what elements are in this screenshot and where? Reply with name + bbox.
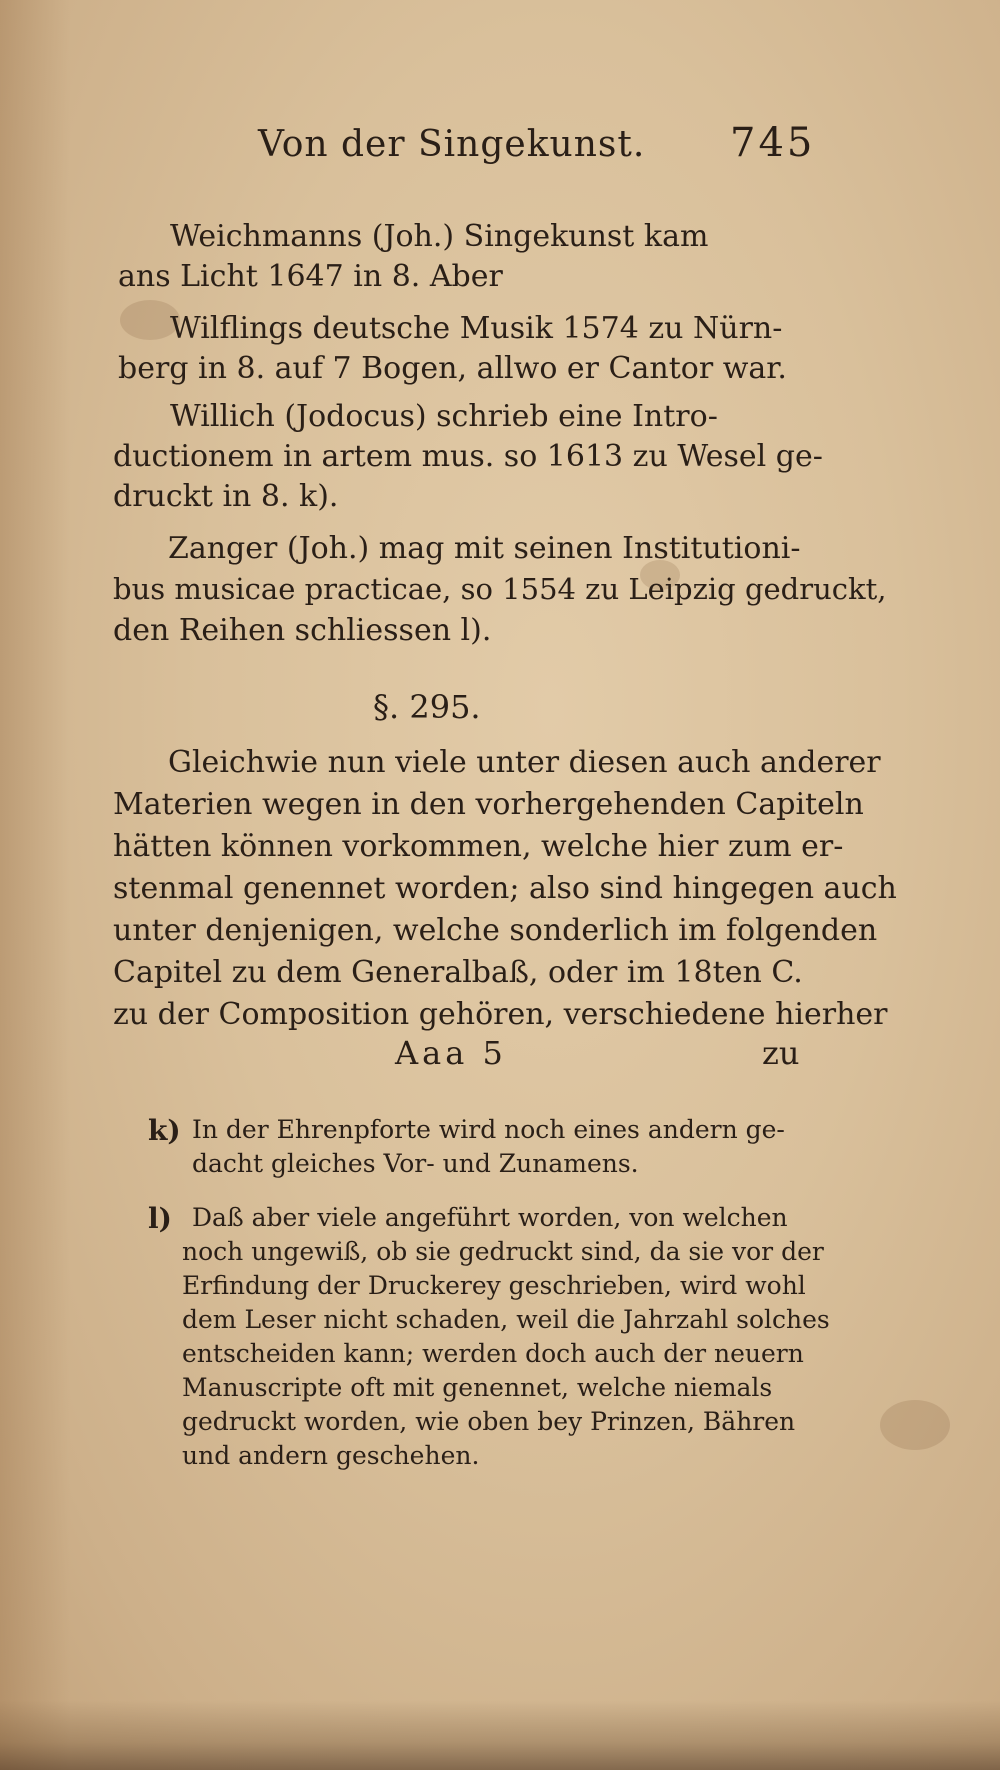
paper-spot	[880, 1400, 950, 1450]
catchword: zu	[762, 1034, 800, 1072]
body-line: Willich (Jodocus) schrieb eine Intro-	[170, 399, 718, 434]
body-line: ans Licht 1647 in 8. Aber	[118, 259, 503, 294]
footnote-k-label: k)	[148, 1114, 181, 1147]
footnote-k-line: dacht gleiches Vor- und Zunamens.	[192, 1149, 639, 1178]
footnote-l-label: l)	[148, 1202, 172, 1235]
section-line: stenmal genennet worden; also sind hingegen auch	[113, 871, 897, 906]
body-line: den Reihen schliessen l).	[113, 613, 492, 648]
footnote-l-line: dem Leser nicht schaden, weil die Jahrzahl solches	[182, 1305, 830, 1334]
body-line: bus musicae practicae, so 1554 zu Leipzig gedruckt,	[113, 572, 887, 606]
section-line: unter denjenigen, welche sonderlich im folgenden	[113, 913, 878, 948]
section-line: hätten können vorkommen, welche hier zum er-	[113, 829, 844, 864]
footnote-l-line: Erfindung der Druckerey geschrieben, wird wohl	[182, 1271, 806, 1300]
section-line: Capitel zu dem Generalbaß, oder im 18ten C.	[113, 955, 803, 990]
body-line: berg in 8. auf 7 Bogen, allwo er Cantor war.	[118, 351, 787, 386]
footnote-l-line: und andern geschehen.	[182, 1441, 480, 1470]
footnote-l-line: Manuscripte oft mit genennet, welche niemals	[182, 1373, 773, 1402]
page-bottom-edge	[0, 1700, 1000, 1770]
body-line: ductionem in artem mus. so 1613 zu Wesel ge-	[113, 439, 823, 474]
footnote-l-line: Daß aber viele angeführt worden, von welchen	[192, 1203, 788, 1232]
signature-mark: Aaa 5	[395, 1034, 507, 1072]
body-line: druckt in 8. k).	[113, 479, 339, 514]
section-heading: §. 295.	[373, 688, 481, 726]
body-line: Wilflings deutsche Musik 1574 zu Nürn-	[170, 311, 783, 346]
body-line: Zanger (Joh.) mag mit seinen Institutioni-	[168, 531, 801, 566]
footnote-l-line: entscheiden kann; werden doch auch der neuern	[182, 1339, 804, 1368]
body-line: Weichmanns (Joh.) Singekunst kam	[170, 219, 709, 254]
footnote-l-line: noch ungewiß, ob sie gedruckt sind, da sie vor der	[182, 1237, 824, 1266]
footnote-l-line: gedruckt worden, wie oben bey Prinzen, Bähren	[182, 1407, 796, 1436]
footnote-k-line: In der Ehrenpforte wird noch eines andern ge-	[192, 1115, 785, 1144]
page-number: 745	[730, 120, 816, 166]
page-edge-stain	[0, 0, 70, 1770]
section-line: Gleichwie nun viele unter diesen auch anderer	[168, 745, 881, 780]
running-header-title: Von der Singekunst.	[258, 124, 646, 165]
section-line: zu der Composition gehören, verschiedene hierher	[113, 997, 888, 1032]
section-line: Materien wegen in den vorhergehenden Capiteln	[113, 787, 864, 822]
